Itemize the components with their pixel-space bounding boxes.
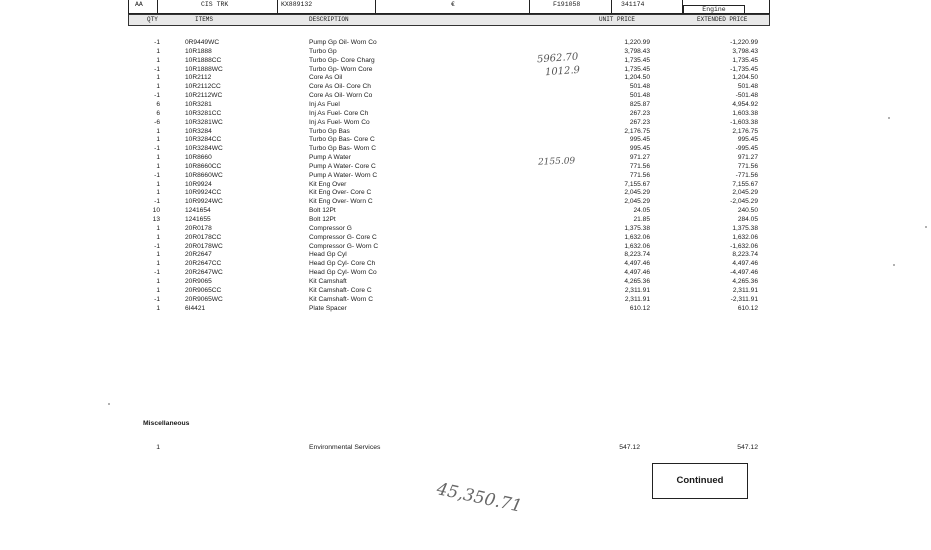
table-row: [0, 197, 931, 206]
row-item-number: 10R3281WC: [185, 118, 223, 126]
row-extended-price: -1,632.06: [730, 242, 758, 250]
row-item-number: 10R2112CC: [185, 83, 221, 91]
misc-unit-price: 547.12: [619, 444, 640, 451]
row-description: Turbo Gp- Core Charg: [309, 56, 375, 64]
table-row: [0, 268, 931, 277]
table-row: [0, 259, 931, 268]
row-qty: 1: [156, 304, 160, 312]
row-description: Kit Eng Over- Core C: [309, 189, 372, 197]
table-row: [0, 215, 931, 224]
table-row: [0, 224, 931, 233]
row-extended-price: 284.05: [737, 216, 758, 223]
row-description: Turbo Gp Bas: [309, 127, 350, 135]
row-extended-price: -995.45: [735, 145, 758, 153]
table-row: [0, 65, 931, 74]
row-item-number: 10R8660CC: [185, 162, 222, 170]
table-row: [0, 109, 931, 118]
row-description: Kit Camshaft- Worn C: [309, 295, 373, 303]
row-extended-price: 2,311.91: [732, 286, 758, 294]
row-qty: -1: [154, 92, 160, 100]
row-item-number: 1241655: [185, 216, 211, 223]
row-extended-price: 8,223.74: [732, 251, 758, 259]
row-description: Turbo Gp Bas- Worn C: [309, 145, 377, 153]
header-reference: KX889132: [281, 1, 313, 8]
row-extended-price: 1,204.50: [732, 74, 758, 82]
row-description: Head Gp Cyl- Core Ch: [309, 260, 376, 268]
row-item-number: 20R0178WC: [185, 242, 223, 250]
row-item-number: 20R0178CC: [185, 233, 222, 241]
handwritten-note-2: 1012.9: [544, 64, 581, 79]
column-header-item: ITEMS: [195, 16, 214, 23]
table-row: [0, 118, 931, 127]
row-qty: 1: [156, 224, 160, 232]
row-qty: 1: [156, 251, 160, 259]
row-description: Bolt 12Pt: [309, 207, 336, 215]
row-description: Head Gp Cyl- Worn Co: [309, 269, 377, 277]
table-row: [0, 180, 931, 189]
header-aa: AA: [135, 1, 143, 8]
row-qty: 13: [152, 216, 160, 223]
column-header-extended-price: EXTENDED PRICE: [697, 16, 748, 23]
row-extended-price: 4,954.92: [732, 100, 758, 108]
row-qty: 1: [156, 74, 160, 82]
column-header-bar: [128, 14, 770, 26]
table-row: [0, 135, 931, 144]
row-item-number: 10R1888: [185, 47, 212, 55]
row-item-number: 10R2112WC: [185, 92, 223, 100]
row-qty: 1: [156, 277, 160, 285]
table-row: [0, 188, 931, 197]
row-qty: 1: [156, 136, 160, 144]
row-description: Core As Oil- Worn Co: [309, 92, 373, 100]
row-description: Plate Spacer: [309, 304, 347, 312]
row-qty: -1: [154, 39, 160, 46]
table-row: [0, 304, 931, 313]
row-unit-price: 2,311.91: [624, 295, 650, 303]
row-item-number: 10R1888CC: [185, 56, 222, 64]
table-row: [0, 277, 931, 286]
row-item-number: 0R9449WC: [185, 39, 220, 46]
row-unit-price: 267.23: [629, 109, 650, 117]
row-extended-price: -1,735.45: [730, 65, 758, 73]
row-description: Inj As Fuel- Worn Co: [309, 118, 370, 126]
row-unit-price: 2,176.75: [624, 127, 650, 135]
row-description: Pump Gp Oil- Worn Co: [309, 39, 377, 46]
row-description: Compressor G- Core C: [309, 233, 377, 241]
row-qty: -1: [154, 171, 160, 179]
table-row: [0, 56, 931, 65]
row-item-number: 20R2647: [185, 251, 212, 259]
row-description: Turbo Gp- Worn Core: [309, 65, 373, 73]
row-extended-price: -2,311.91: [730, 295, 758, 303]
row-qty: 1: [156, 154, 160, 162]
row-unit-price: 771.56: [629, 162, 650, 170]
scan-speck: [925, 226, 927, 228]
table-row: [0, 233, 931, 242]
row-item-number: 10R1888WC: [185, 65, 223, 73]
row-extended-price: 7,155.67: [732, 180, 758, 188]
row-unit-price: 1,735.45: [624, 56, 650, 64]
continued-box: Continued: [652, 463, 748, 499]
row-qty: 1: [156, 180, 160, 188]
row-qty: -1: [154, 145, 160, 153]
table-row: [0, 38, 931, 47]
header-customer: CIS TRK: [201, 1, 229, 8]
row-item-number: 10R3281: [185, 100, 212, 108]
misc-qty: 1: [156, 444, 160, 451]
row-qty: -1: [154, 269, 160, 277]
table-row: [0, 153, 931, 162]
table-row: [0, 242, 931, 251]
column-header-qty: QTY: [147, 16, 158, 23]
row-item-number: 10R8660WC: [185, 171, 223, 179]
row-unit-price: 7,155.67: [624, 180, 650, 188]
table-row: [0, 171, 931, 180]
row-extended-price: 2,176.75: [732, 127, 758, 135]
row-description: Compressor G: [309, 224, 352, 232]
row-qty: -1: [154, 198, 160, 206]
row-description: Turbo Gp: [309, 47, 337, 55]
row-item-number: 10R2112: [185, 74, 212, 82]
table-row: [0, 127, 931, 136]
row-description: Bolt 12Pt: [309, 216, 336, 223]
row-extended-price: 1,375.38: [732, 224, 758, 232]
row-extended-price: 1,603.38: [732, 109, 758, 117]
row-extended-price: 971.27: [737, 154, 758, 162]
misc-description: Environmental Services: [309, 444, 381, 451]
header-engine-label: Engine: [683, 5, 745, 15]
row-unit-price: 995.45: [629, 136, 650, 144]
row-unit-price: 2,045.29: [624, 198, 650, 206]
row-qty: 1: [156, 47, 160, 55]
table-row: [0, 162, 931, 171]
row-extended-price: 610.12: [737, 304, 758, 312]
table-row: [0, 250, 931, 259]
misc-heading: Miscellaneous: [143, 420, 190, 427]
row-qty: 1: [156, 189, 160, 197]
row-item-number: 20R9065CC: [185, 286, 222, 294]
row-description: Head Gp Cyl: [309, 251, 347, 259]
row-extended-price: 501.48: [737, 83, 758, 91]
header-number-2: 341174: [621, 1, 645, 8]
row-unit-price: 3,798.43: [624, 47, 650, 55]
row-unit-price: 4,497.46: [624, 260, 650, 268]
row-description: Kit Camshaft: [309, 277, 347, 285]
misc-extended-price: 547.12: [737, 444, 758, 451]
row-unit-price: 8,223.74: [624, 251, 650, 259]
row-item-number: 20R9065WC: [185, 295, 223, 303]
row-description: Pump A Water: [309, 154, 351, 162]
row-description: Turbo Gp Bas- Core C: [309, 136, 375, 144]
row-qty: 6: [156, 109, 160, 117]
handwritten-note-3: 2155.09: [537, 156, 576, 168]
table-row: [0, 47, 931, 56]
row-extended-price: 3,798.43: [732, 47, 758, 55]
scan-speck: [108, 403, 110, 405]
row-unit-price: 1,735.45: [624, 65, 650, 73]
table-row: [0, 206, 931, 215]
row-unit-price: 501.48: [629, 92, 650, 100]
row-qty: -1: [154, 65, 160, 73]
row-description: Pump A Water- Core C: [309, 162, 376, 170]
row-qty: 1: [156, 286, 160, 294]
row-qty: 10: [152, 207, 160, 215]
row-unit-price: 267.23: [629, 118, 650, 126]
row-description: Core As Oil- Core Ch: [309, 83, 371, 91]
row-qty: 1: [156, 233, 160, 241]
row-extended-price: -771.56: [735, 171, 758, 179]
row-unit-price: 21.85: [633, 216, 650, 223]
row-unit-price: 771.56: [629, 171, 650, 179]
row-item-number: 6I4421: [185, 304, 206, 312]
scan-speck: [888, 117, 890, 119]
row-item-number: 20R9065: [185, 277, 212, 285]
row-description: Inj As Fuel: [309, 100, 340, 108]
row-item-number: 20R2647WC: [185, 269, 223, 277]
header-number-1: F191058: [553, 1, 581, 8]
table-row: [0, 295, 931, 304]
row-description: Kit Eng Over- Worn C: [309, 198, 373, 206]
handwritten-total: 45,350.71: [434, 479, 524, 517]
row-description: Kit Camshaft- Core C: [309, 286, 372, 294]
row-extended-price: 2,045.29: [732, 189, 758, 197]
row-unit-price: 825.87: [629, 100, 650, 108]
row-description: Kit Eng Over: [309, 180, 347, 188]
row-extended-price: 995.45: [737, 136, 758, 144]
row-item-number: 10R9924CC: [185, 189, 222, 197]
handwritten-note-1: 5962.70: [536, 51, 579, 66]
row-extended-price: 771.56: [737, 162, 758, 170]
row-qty: 1: [156, 83, 160, 91]
row-item-number: 10R9924: [185, 180, 212, 188]
row-unit-price: 1,220.99: [624, 39, 650, 46]
row-unit-price: 1,204.50: [624, 74, 650, 82]
row-qty: 1: [156, 162, 160, 170]
table-row: [0, 82, 931, 91]
row-unit-price: 971.27: [629, 154, 650, 162]
row-item-number: 20R2647CC: [185, 260, 222, 268]
row-description: Compressor G- Worn C: [309, 242, 379, 250]
row-item-number: 10R3284WC: [185, 145, 223, 153]
column-header-unit-price: UNIT PRICE: [599, 16, 636, 23]
row-qty: 1: [156, 56, 160, 64]
row-qty: -1: [154, 295, 160, 303]
table-row: [0, 91, 931, 100]
row-extended-price: -1,603.38: [730, 118, 758, 126]
table-row: [0, 144, 931, 153]
invoice-header-strip: [128, 0, 770, 14]
row-unit-price: 1,375.38: [624, 224, 650, 232]
table-row: [0, 286, 931, 295]
row-qty: 6: [156, 100, 160, 108]
row-description: Pump A Water- Worn C: [309, 171, 378, 179]
row-item-number: 10R3284CC: [185, 136, 222, 144]
row-qty: 1: [156, 260, 160, 268]
row-extended-price: 1,735.45: [732, 56, 758, 64]
row-unit-price: 501.48: [629, 83, 650, 91]
row-item-number: 10R9924WC: [185, 198, 223, 206]
header-currency: €: [451, 1, 455, 8]
row-description: Core As Oil: [309, 74, 343, 82]
row-qty: -6: [154, 118, 160, 126]
row-extended-price: -1,220.99: [730, 39, 758, 46]
row-unit-price: 610.12: [629, 304, 650, 312]
scan-speck: [893, 264, 895, 266]
row-unit-price: 24.05: [633, 207, 650, 215]
table-row: [0, 73, 931, 82]
row-qty: -1: [154, 242, 160, 250]
column-header-description: DESCRIPTION: [309, 16, 349, 23]
row-unit-price: 2,311.91: [624, 286, 650, 294]
row-extended-price: 4,497.46: [732, 260, 758, 268]
row-item-number: 20R0178: [185, 224, 212, 232]
row-qty: 1: [156, 127, 160, 135]
row-item-number: 1241654: [185, 207, 211, 215]
row-item-number: 10R3281CC: [185, 109, 222, 117]
row-extended-price: 1,632.06: [732, 233, 758, 241]
row-unit-price: 1,632.06: [624, 242, 650, 250]
row-item-number: 10R8660: [185, 154, 212, 162]
row-extended-price: -2,045.29: [730, 198, 758, 206]
row-extended-price: 4,265.36: [732, 277, 758, 285]
row-extended-price: 240.50: [737, 207, 758, 215]
row-extended-price: -4,497.46: [730, 269, 758, 277]
row-item-number: 10R3284: [185, 127, 212, 135]
table-row: [0, 100, 931, 109]
row-description: Inj As Fuel- Core Ch: [309, 109, 369, 117]
row-unit-price: 4,265.36: [624, 277, 650, 285]
row-unit-price: 2,045.29: [624, 189, 650, 197]
row-extended-price: -501.48: [735, 92, 758, 100]
row-unit-price: 995.45: [629, 145, 650, 153]
row-unit-price: 4,497.46: [624, 269, 650, 277]
row-unit-price: 1,632.06: [624, 233, 650, 241]
